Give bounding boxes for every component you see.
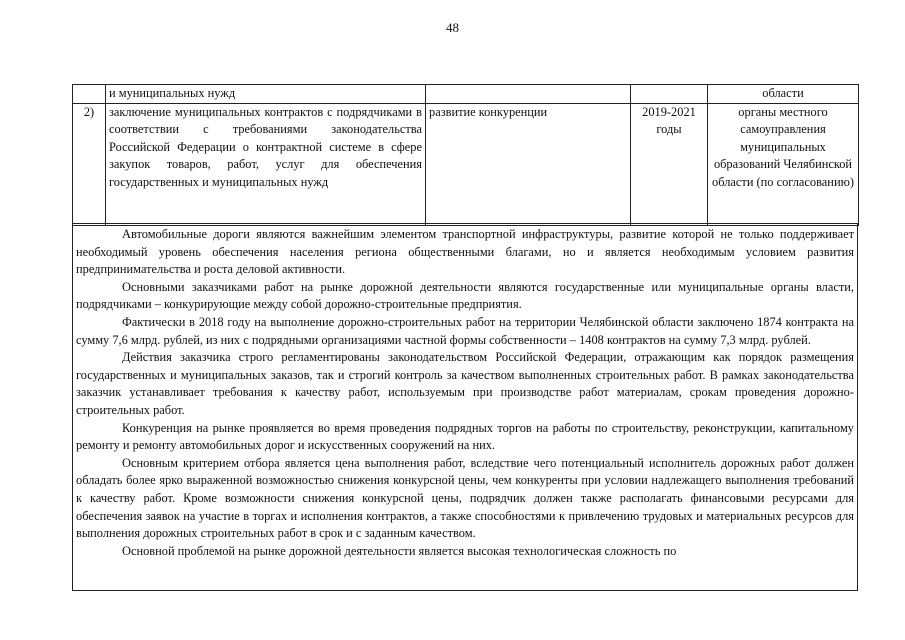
measures-table [72, 84, 859, 226]
cell-responsible: органы местного самоуправления муниципальных образований Челябинской области (по согласованию) [708, 103, 859, 225]
paragraph: Основным критерием отбора является цена выполнения работ, вследствие чего потенциальный исполнитель дорожных работ должен обладать более ярко выраженной возможностью снижения конкурсной цены, чем конкуренты при условии надлежащего выполнения требований к качеству работ. Кроме возможности снижения конкурсной цены, подрядчик должен также располагать финансовыми ресурсами для обеспечения заявок на участие в торгах и исполнения контрактов, а также способностями к привлечению трудовых и материальных ресурсов для выполнения дорожных строительных работ в срок и с заданным качеством. [76, 455, 854, 541]
paragraph: Действия заказчика строго регламентированы законодательством Российской Федерации, отражающим как порядок размещения государственных и муниципальных заказов, так и строгий контроль за качеством выполненных строительных работ. В рамках законодательства заказчик устанавливает требования к качеству работ, используемым при производстве работ материалам, срокам проведения дорожно-строительных работ. [76, 350, 854, 417]
cell-period [631, 85, 708, 104]
paragraph: Фактически в 2018 году на выполнение дорожно-строительных работ на территории Челябинской области заключено 1874 контракта на сумму 7,6 млрд. рублей, из них с подрядными организациями частной формы собственности – 1408 контрактов на сумму 7,3 млрд. рублей. [76, 314, 854, 347]
cell-responsible: области [708, 85, 859, 104]
paragraph: Конкуренция на рынке проявляется во время проведения подрядных торгов на работы по строительству, реконструкции, капитальному ремонту и ремонту автомобильных дорог и искусственных сооружений на них. [76, 420, 854, 453]
cell-result [426, 85, 631, 104]
cell-num: 2) [73, 103, 106, 225]
paragraph: Основными заказчиками работ на рынке дорожной деятельности являются государственные или муниципальные органы власти, подрядчиками – конкурирующие между собой дорожно-строительные предприятия. [76, 279, 854, 312]
page-number: 48 [446, 20, 459, 35]
cell-num [73, 85, 106, 104]
table-row-continuation [73, 85, 859, 104]
paragraph: Основной проблемой на рынке дорожной деятельности является высокая технологическая сложность по [122, 543, 677, 558]
cell-measure: заключение муниципальных контрактов с подрядчиками в соответствии с требованиями законодательства Российской Федерации о контрактной системе в сфере закупок товаров, работ, услуг для обеспечения государственных и муниципальных нужд [106, 103, 426, 225]
paragraph: Автомобильные дороги являются важнейшим элементом транспортной инфраструктуры, развитие которой не только поддерживает необходимый уровень обеспечения населения региона общественными благами, но и является необходимым условием развития предпринимательства и роста деловой активности. [76, 227, 854, 277]
cell-result: развитие конкуренции [426, 103, 631, 225]
cell-period: 2019-2021 годы [631, 103, 708, 225]
table-row [73, 103, 859, 225]
cell-measure: и муниципальных нужд [106, 85, 426, 104]
body-text [72, 223, 858, 591]
measures-table-wrap [72, 84, 858, 226]
